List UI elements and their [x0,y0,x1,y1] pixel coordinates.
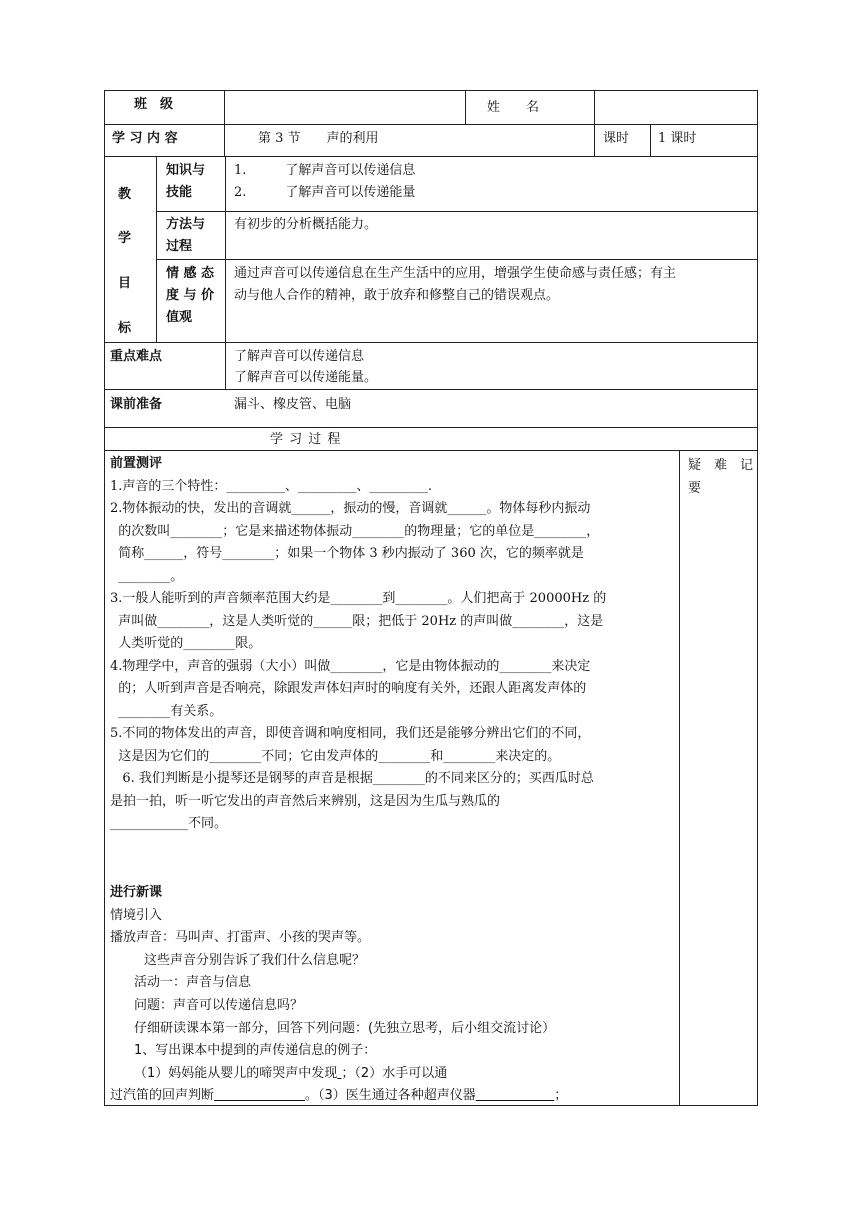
key-points-label: 重点难点 [110,349,163,364]
example-text: ； [554,1088,568,1104]
emotion-label: 情 感 态 [166,266,215,281]
question-text: 问题：声音可以传递信息吗？ [134,997,304,1013]
notes-label: 疑 难 记 [688,458,754,473]
pretest-line: 的；人听到声音是否响亮，除跟发声体妇声时的响度有关外，还跟人距离发声体的 [110,681,587,696]
table-rule [104,124,758,125]
notes-area[interactable] [681,505,756,1101]
example-text: （1）妈妈能从婴儿的啼哭声中发现 [134,1065,338,1081]
table-rule [465,90,466,124]
table-rule [679,450,680,1106]
preparation-text: 漏斗、橡皮管、电脑 [234,397,352,412]
table-rule [156,156,157,342]
key-point-line: 了解声音可以传递信息 [234,349,365,364]
knowledge-item: 2. 了解声音可以传递能量 [234,185,416,200]
objectives-group-char: 目 [118,276,132,291]
intro-label: 情境引入 [110,907,163,923]
instruction-text: 仔细研读课本第一部分，回答下列问题：(先独立思考，后小组交流讨论） [134,1020,556,1036]
example-text: 过汽笛的回声判断 [110,1088,215,1104]
emotion-label: 度 与 价 [166,288,215,303]
pretest-line: 简称______，符号________；如果一个物体 3 秒内振动了 360 次，它的频率就是 [110,546,584,561]
table-border-left [104,90,105,1106]
method-text: 有初步的分析概括能力。 [234,217,378,232]
pretest-line: 4.物理学中，声音的强弱（大小）叫做________，它是由物体振动的________来决定 [110,658,591,674]
notes-label: 要 [688,481,702,496]
knowledge-label: 技能 [166,185,193,200]
emotion-text: 动与他人合作的精神，敢于放弃和修整自己的错误观点。 [234,288,560,303]
name-label: 姓 名 [487,100,540,115]
table-border-top [104,90,758,91]
class-input-cell[interactable] [226,92,464,122]
name-input-cell[interactable] [596,92,756,122]
new-lesson-section [110,882,672,1108]
period-label: 课时 [603,131,630,146]
table-rule [104,156,758,157]
pretest-line: 的次数叫________；它是来描述物体振动________的物理量；它的单位是________， [110,523,600,539]
objectives-group-char: 教 [118,187,132,202]
objectives-group-char: 标 [118,321,132,336]
example-text: 。（3）医生通过各种超声仪器 [304,1088,476,1104]
table-rule [156,211,758,212]
lesson-title: 第 3 节 声的利用 [258,131,379,146]
table-rule [104,342,758,343]
pretest-line: 6. 我们判断是小提琴还是钢琴的声音是根据________的不同来区分的；买西瓜时总 [110,771,594,786]
pretest-line: ________。 [110,568,184,584]
emotion-text: 通过声音可以传递信息在生产生活中的应用，增强学生使命感与责任感；有主 [234,266,677,281]
objectives-group-char: 学 [118,231,132,246]
pretest-heading: 前置测评 [110,456,163,471]
pretest-line: 5.不同的物体发出的声音，即使音调和响度相同，我们还是能够分辨出它们的不同， [110,726,591,741]
answer-blank[interactable] [476,1088,555,1103]
task-text: 1、写出课本中提到的声传递信息的例子： [134,1043,377,1059]
play-text: 播放声音：马叫声、打雷声、小孩的哭声等。 [110,930,371,946]
table-border-right [757,90,758,1106]
emotion-label: 值观 [166,310,193,325]
pretest-line: 声叫做________，这是人类听觉的______限；把低于 20Hz 的声叫做________，这是 [110,613,604,629]
pretest-line: 2.物体振动的快，发出的音调就______，振动的慢，音调就______。物体每秒内振动 [110,501,591,516]
class-label: 班 级 [134,97,174,112]
table-rule [104,427,758,428]
question-text: 这些声音分别告诉了我们什么信息呢？ [144,952,366,968]
example-line [110,1063,672,1086]
example-text: ；（2）水手可以通 [341,1065,448,1081]
table-rule [224,90,225,156]
pretest-line: 人类听觉的________限。 [110,636,262,651]
pretest-section [110,453,672,836]
method-label: 过程 [166,239,193,254]
key-point-line: 了解声音可以传递能量。 [234,370,378,385]
method-label: 方法与 [166,217,206,232]
pretest-line: ________有关系。 [110,703,223,719]
pretest-line: 3.一般人能听到的声音频率范围大约是________到________。人们把高于 20000Hz 的 [110,591,607,606]
table-rule [650,124,651,156]
process-title: 学 习 过 程 [270,432,342,447]
knowledge-item: 1. 了解声音可以传递信息 [234,163,416,178]
pretest-line: 是拍一拍，听一听它发出的声音然后来辨别，这是因为生瓜与熟瓜的 [110,793,501,809]
table-rule [104,389,758,390]
table-rule [104,450,758,451]
preparation-label: 课前准备 [110,397,163,412]
pretest-line: ____________不同。 [110,816,228,831]
table-rule [156,259,758,260]
content-label: 学 习 内 容 [112,131,178,146]
answer-blank[interactable] [214,1088,305,1103]
new-lesson-heading: 进行新课 [110,885,163,900]
pretest-line: 这是因为它们的________不同；它由发声体的________和________来决定的。 [110,748,561,764]
activity-title: 活动一：声音与信息 [134,975,252,991]
example-line [110,1085,672,1108]
period-value: 1 课时 [658,131,697,146]
pretest-line: 1.声音的三个特性：_________、_________、_________. [110,478,433,494]
table-rule [225,156,226,389]
knowledge-label: 知识与 [166,163,206,178]
table-rule [594,90,595,156]
